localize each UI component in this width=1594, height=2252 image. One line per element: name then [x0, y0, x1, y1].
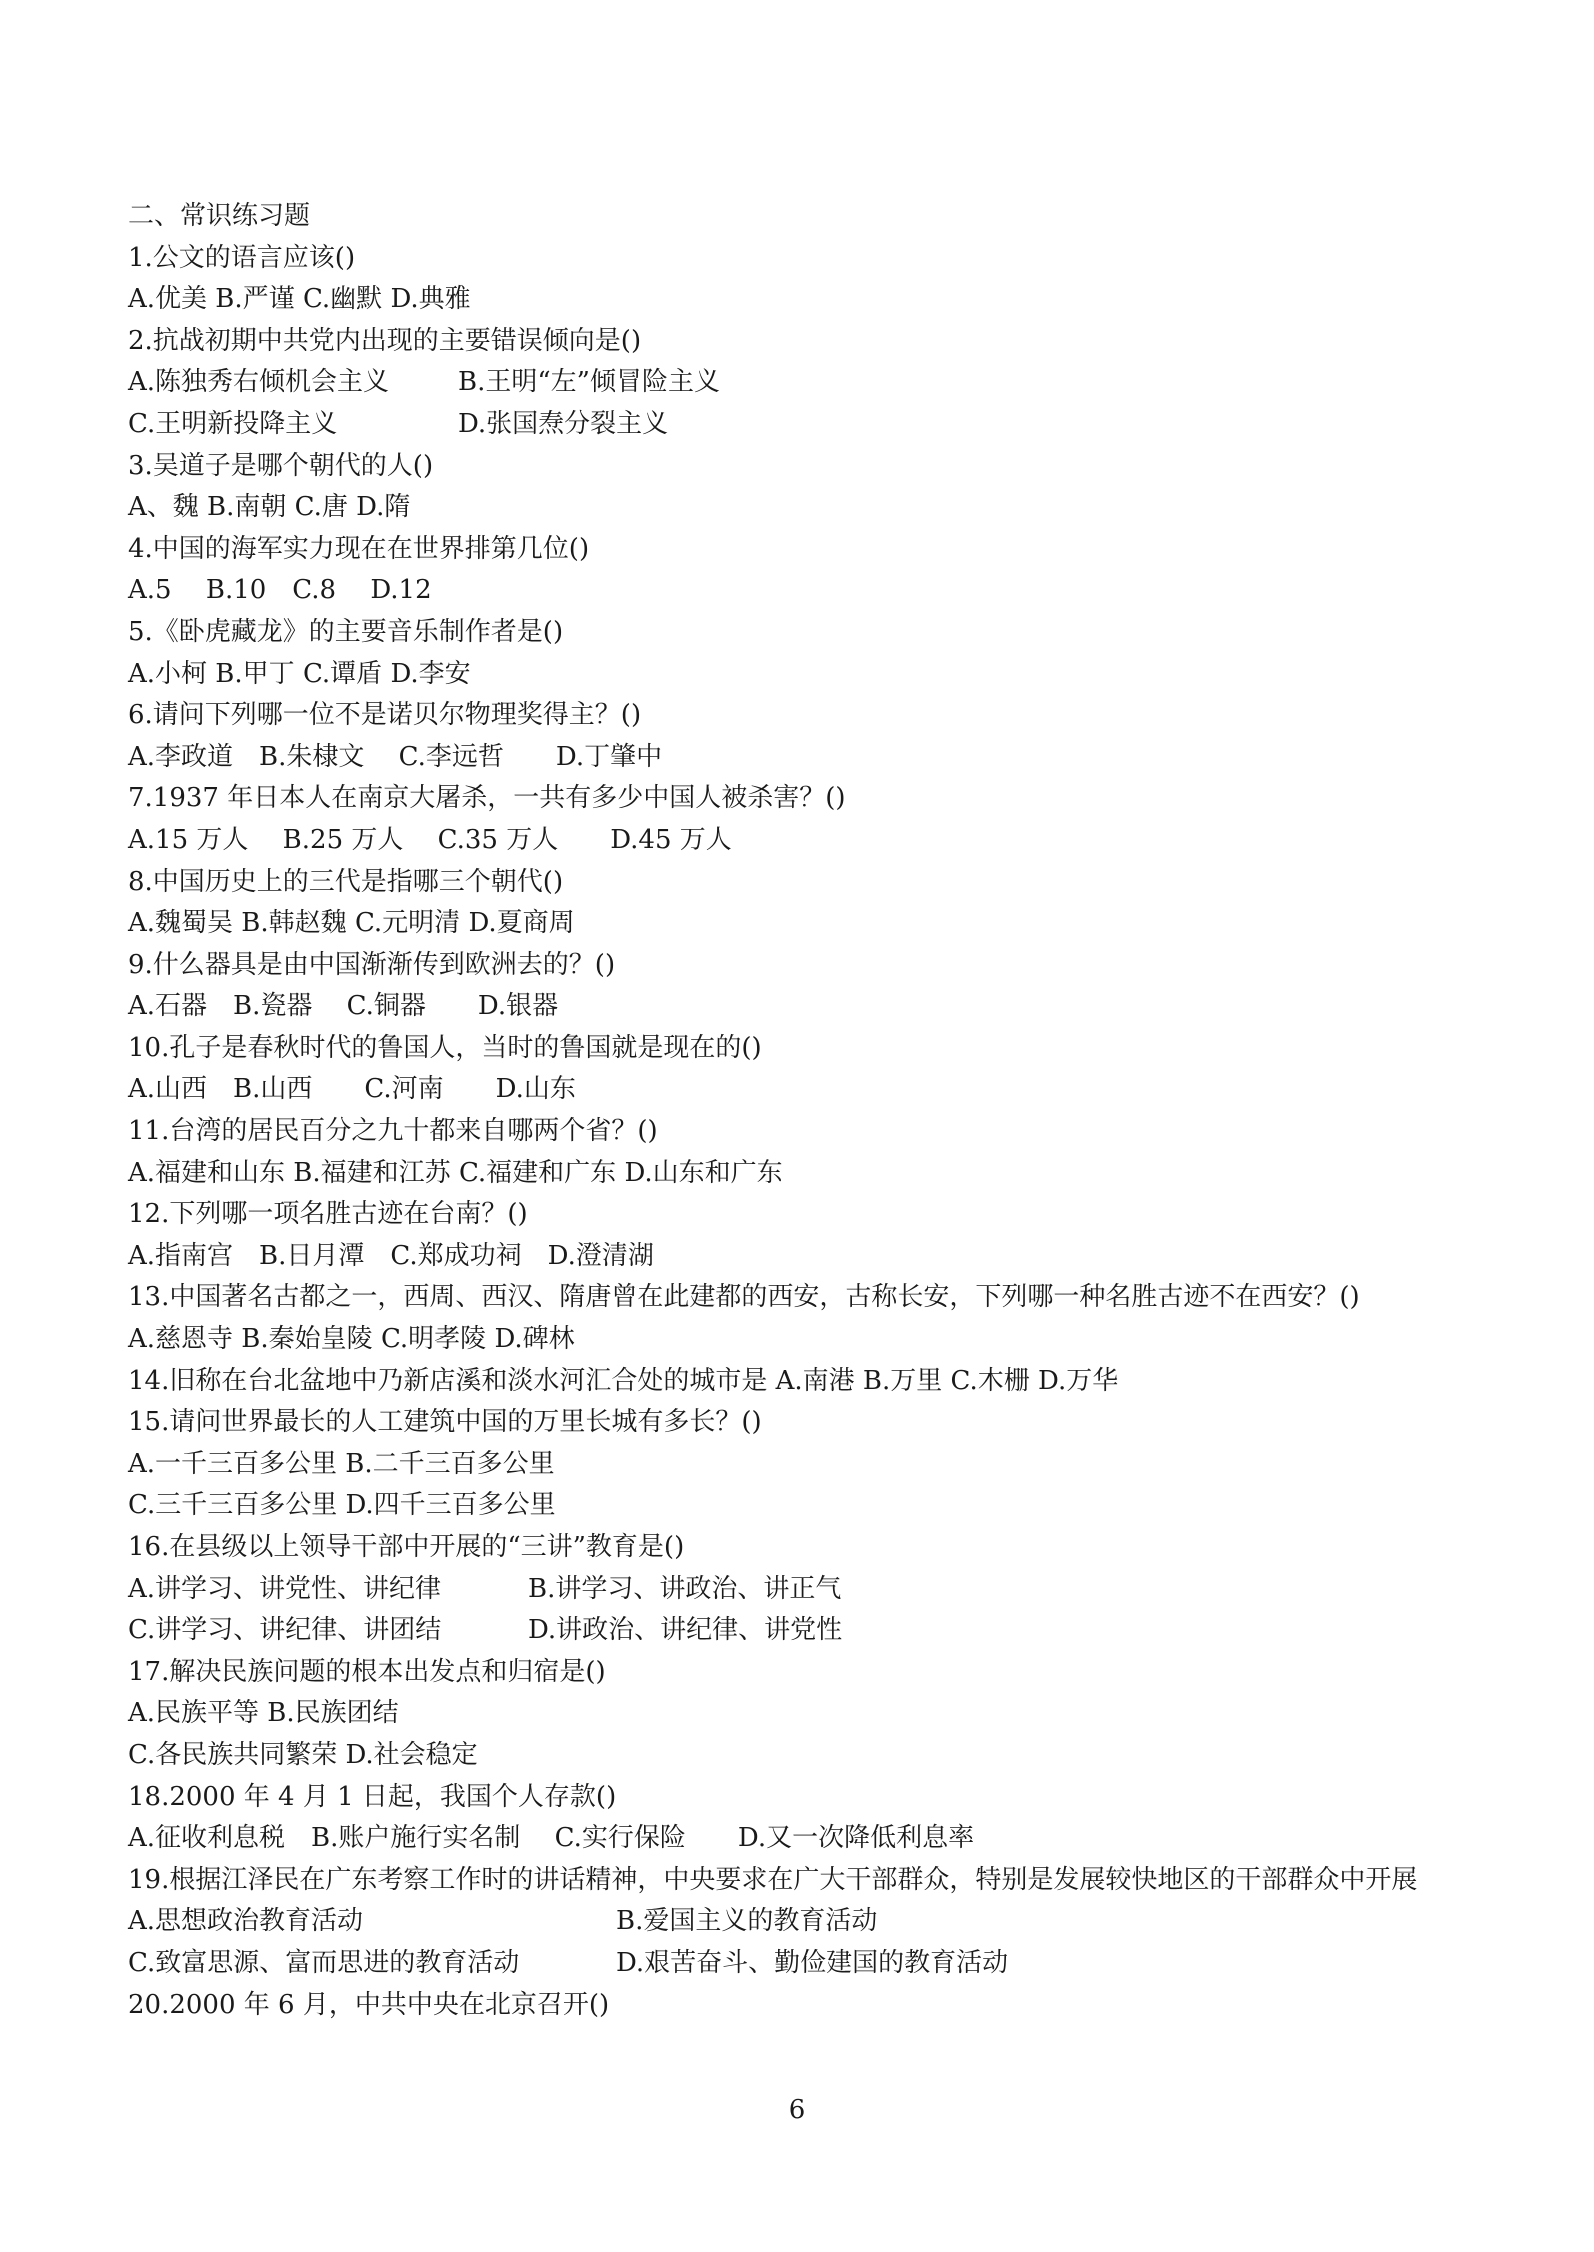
question-text: 1.公文的语言应该() [128, 242, 356, 273]
question-text: 4.中国的海军实力现在在世界排第几位() [128, 533, 590, 564]
question-text: 7.1937 年日本人在南京大屠杀，一共有多少中国人被杀害？() [128, 783, 846, 814]
option-text: A.陈独秀右倾机会主义 [128, 367, 390, 398]
option-row: A.征收利息税 B.账户施行实名制 C.实行保险 D.又一次降低利息率 [128, 1823, 975, 1854]
option-row: C.各民族共同繁荣 D.社会稳定 [128, 1739, 478, 1770]
section-title: 二、常识练习题 [128, 201, 311, 231]
question-text: 14.旧称在台北盆地中乃新店溪和淡水河汇合处的城市是 A.南港 B.万里 C.木栅 D.万华 [128, 1365, 1119, 1396]
option-text: B.讲学习、讲政治、讲正气 [528, 1573, 842, 1604]
option-row: A.山西 B.山西 C.河南 D.山东 [128, 1074, 576, 1105]
option-row: A.小柯 B.甲丁 C.谭盾 D.李安 [128, 658, 471, 689]
option-text: D.艰苦奋斗、勤俭建国的教育活动 [616, 1947, 1009, 1978]
option-row: A.一千三百多公里 B.二千三百多公里 [128, 1448, 555, 1479]
question-text: 18.2000 年 4 月 1 日起，我国个人存款() [128, 1781, 617, 1812]
question-text: 2.抗战初期中共党内出现的主要错误倾向是() [128, 325, 642, 356]
option-text: B.爱国主义的教育活动 [616, 1906, 878, 1937]
option-text: B.王明“左”倾冒险主义 [458, 367, 720, 398]
question-text: 10.孔子是春秋时代的鲁国人，当时的鲁国就是现在的() [128, 1032, 762, 1063]
option-row: A.慈恩寺 B.秦始皇陵 C.明孝陵 D.碑林 [128, 1324, 575, 1355]
question-text: 19.根据江泽民在广东考察工作时的讲话精神，中央要求在广大干部群众，特别是发展较快地区的干部群众中开展 [128, 1864, 1418, 1895]
option-row: A.石器 B.瓷器 C.铜器 D.银器 [128, 991, 559, 1022]
question-text: 12.下列哪一项名胜古迹在台南？() [128, 1199, 528, 1230]
question-text: 5.《卧虎藏龙》的主要音乐制作者是() [128, 616, 564, 647]
option-row: A.民族平等 B.民族团结 [128, 1698, 399, 1729]
option-text: D.讲政治、讲纪律、讲党性 [528, 1615, 843, 1646]
question-text: 3.吴道子是哪个朝代的人() [128, 450, 434, 481]
option-text: C.讲学习、讲纪律、讲团结 [128, 1615, 442, 1646]
option-row: A.福建和山东 B.福建和江苏 C.福建和广东 D.山东和广东 [128, 1157, 783, 1188]
question-text: 11.台湾的居民百分之九十都来自哪两个省？() [128, 1116, 658, 1147]
option-text: C.王明新投降主义 [128, 408, 338, 439]
question-list [128, 196, 1468, 2026]
question-text: 15.请问世界最长的人工建筑中国的万里长城有多长？() [128, 1407, 762, 1438]
option-row [128, 1569, 1468, 1611]
questions-container [128, 238, 1468, 2027]
option-row: A.指南宫 B.日月潭 C.郑成功祠 D.澄清湖 [128, 1240, 654, 1271]
option-row: A.15 万人 B.25 万人 C.35 万人 D.45 万人 [128, 824, 732, 855]
option-row: A.5 B.10 C.8 D.12 [128, 575, 432, 606]
question-text: 13.中国著名古都之一，西周、西汉、隋唐曾在此建都的西安，古称长安，下列哪一种名胜古迹不在西安？() [128, 1282, 1360, 1313]
option-text: A.思想政治教育活动 [128, 1906, 364, 1937]
page-number: 6 [788, 2095, 806, 2125]
option-row: C.三千三百多公里 D.四千三百多公里 [128, 1490, 556, 1521]
option-row: A.优美 B.严谨 C.幽默 D.典雅 [128, 284, 471, 315]
question-text: 20.2000 年 6 月，中共中央在北京召开() [128, 1989, 610, 2020]
question-text: 8.中国历史上的三代是指哪三个朝代() [128, 866, 564, 897]
option-row: A、魏 B.南朝 C.唐 D.隋 [128, 492, 411, 523]
option-row [128, 404, 1468, 446]
option-row [128, 362, 1468, 404]
option-text: A.讲学习、讲党性、讲纪律 [128, 1573, 442, 1604]
option-text: C.致富思源、富而思进的教育活动 [128, 1947, 520, 1978]
question-text: 16.在县级以上领导干部中开展的“三讲”教育是() [128, 1532, 685, 1562]
question-text: 17.解决民族问题的根本出发点和归宿是() [128, 1656, 606, 1687]
option-row [128, 1943, 1468, 1985]
option-row [128, 1610, 1468, 1652]
option-row: A.李政道 B.朱棣文 C.李远哲 D.丁肇中 [128, 741, 663, 772]
option-row [128, 1901, 1468, 1943]
question-text: 9.什么器具是由中国渐渐传到欧洲去的？() [128, 949, 616, 980]
option-row: A.魏蜀吴 B.韩赵魏 C.元明清 D.夏商周 [128, 908, 575, 939]
option-text: D.张国焘分裂主义 [458, 408, 669, 439]
question-text: 6.请问下列哪一位不是诺贝尔物理奖得主？() [128, 700, 642, 731]
